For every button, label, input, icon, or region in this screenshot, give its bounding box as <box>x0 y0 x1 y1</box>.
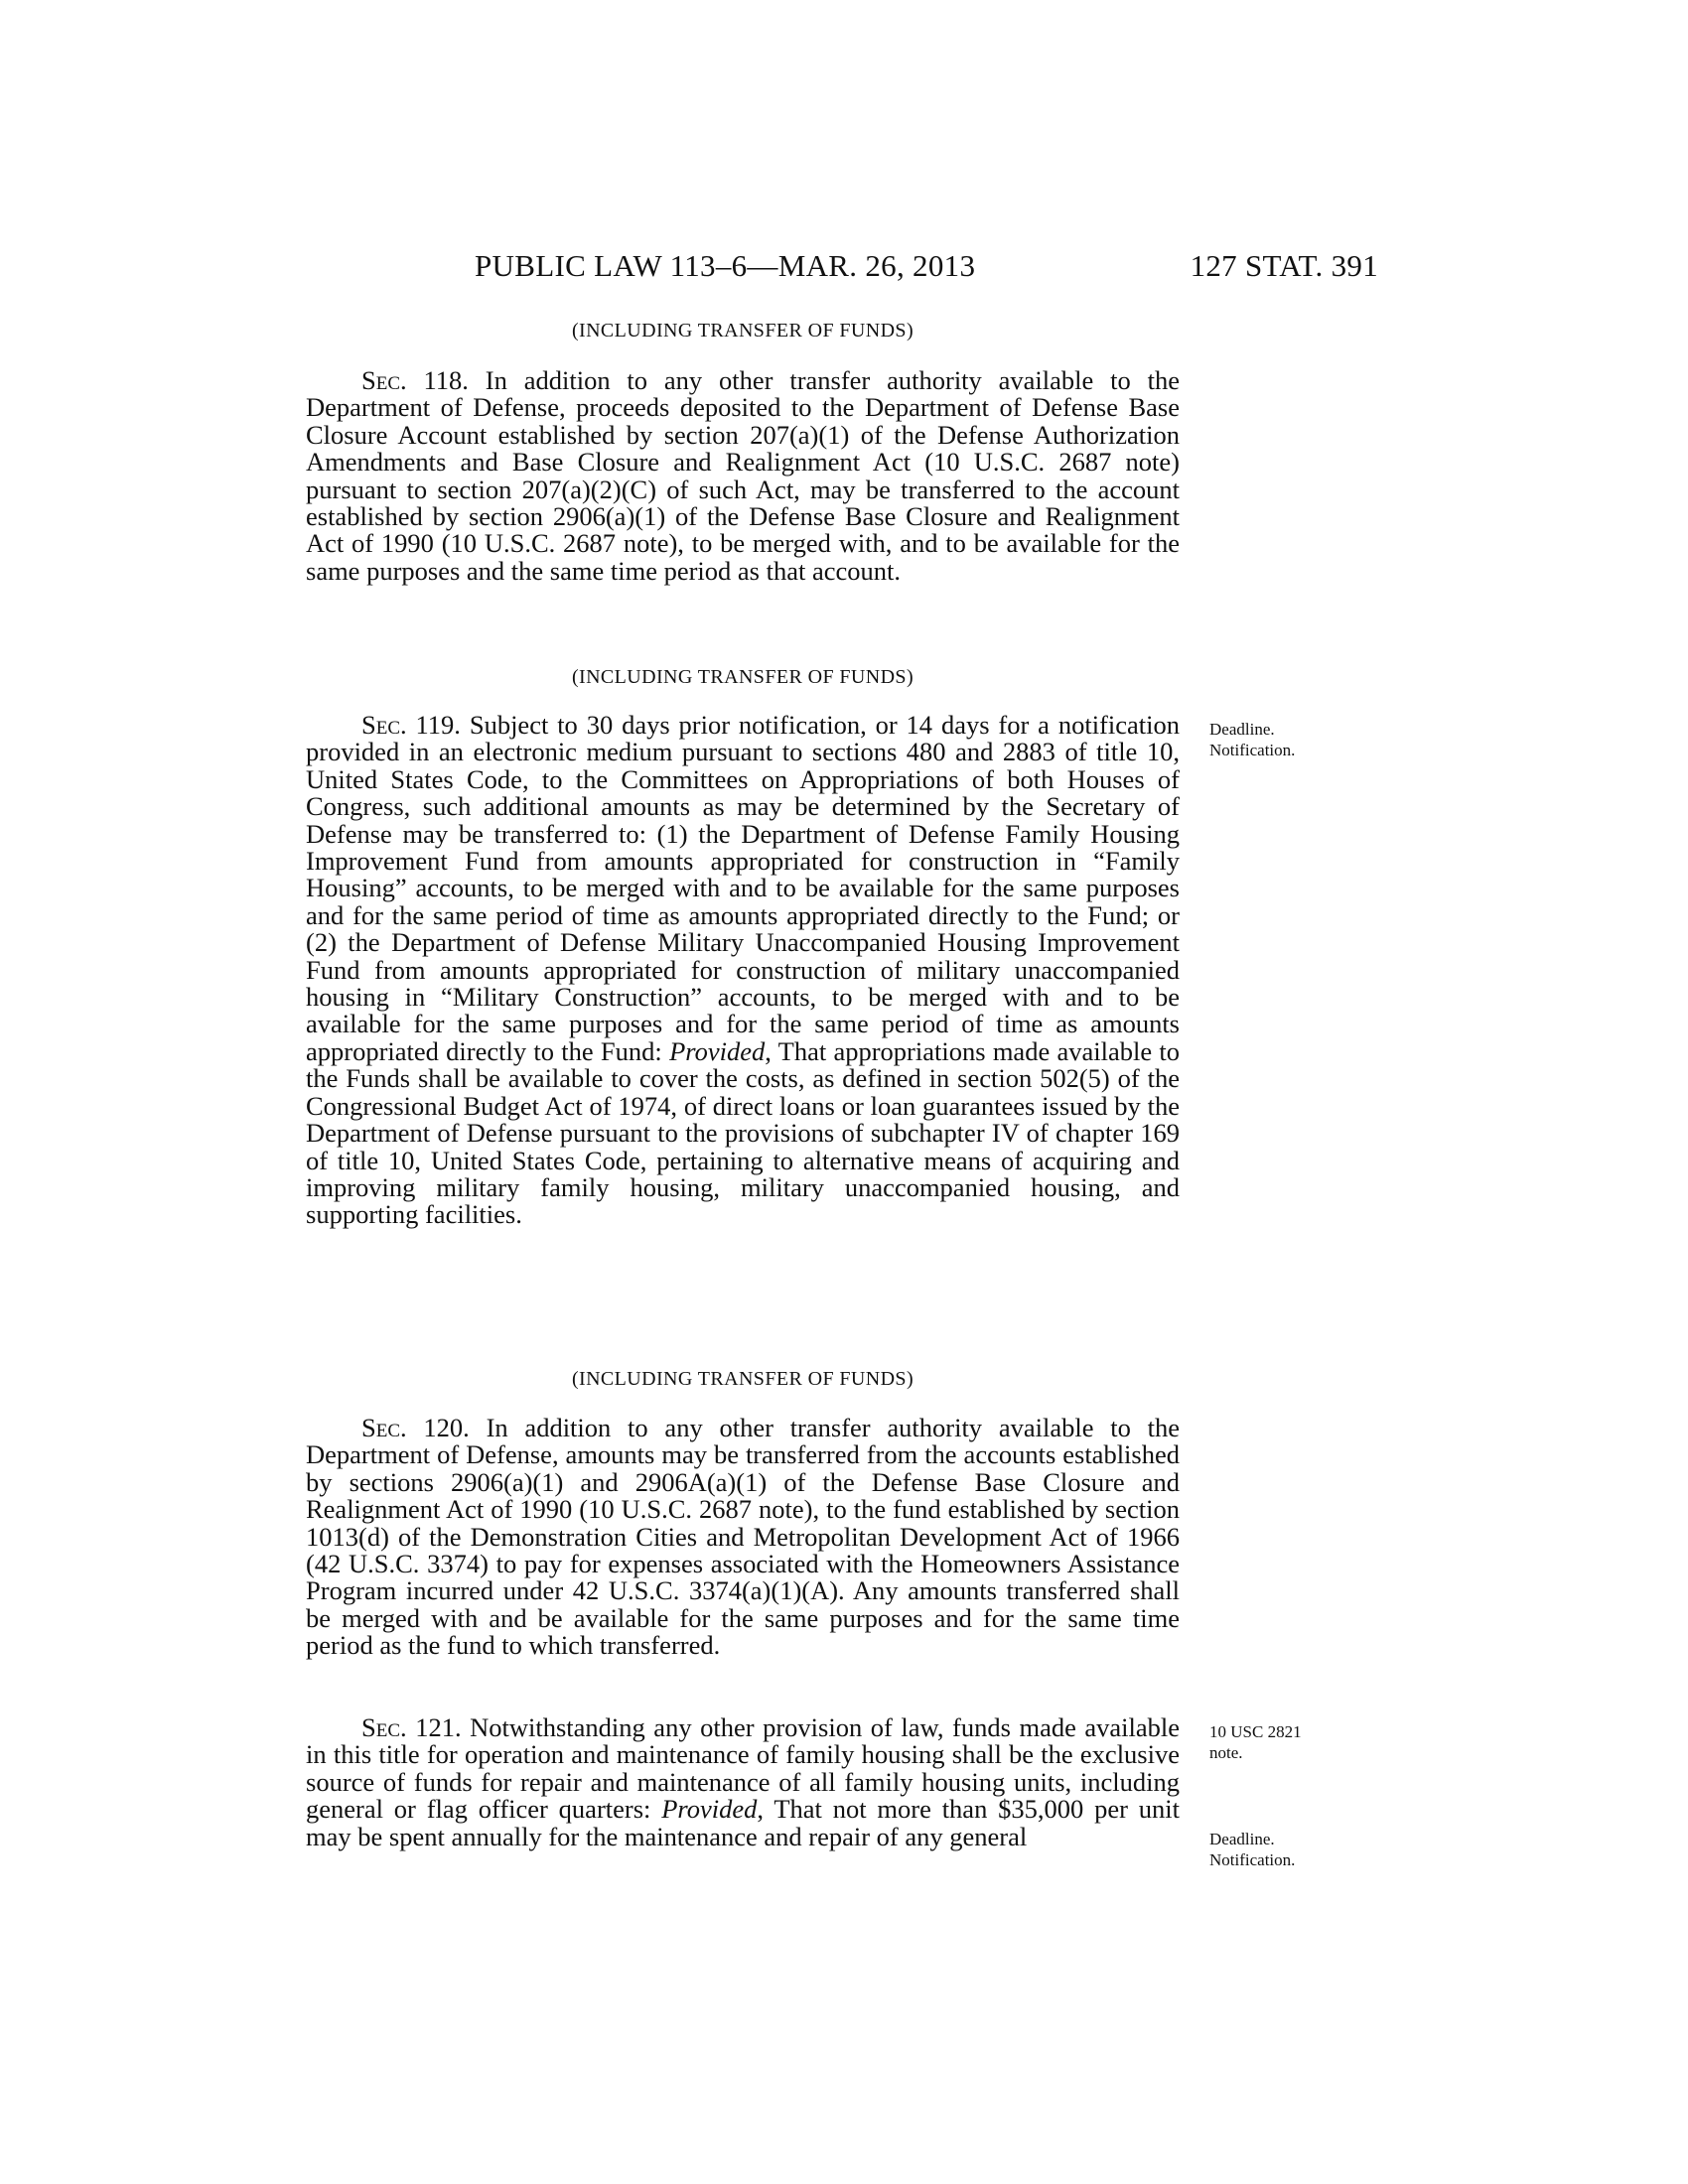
section-120-paragraph <box>306 1415 1180 1660</box>
section-118-paragraph <box>306 367 1180 585</box>
margin-note-line: Deadline. <box>1209 720 1275 739</box>
section-text: Notwithstanding any other provision of law, funds made available in this title for operation and maintenance of family housing shall be the exclusive source of funds for repair and maintenance of all family housing units, including general or flag officer quarters: <box>306 1712 1181 1825</box>
section-119-heading: (INCLUDING TRANSFER OF FUNDS) <box>571 666 914 688</box>
section-121-paragraph <box>306 1714 1180 1850</box>
section-number: 118. <box>406 365 486 395</box>
section-118-heading: (INCLUDING TRANSFER OF FUNDS) <box>571 320 914 341</box>
margin-note-usc <box>1209 1721 1348 1763</box>
section-119-paragraph <box>306 712 1180 1229</box>
provided-keyword: Provided <box>669 1035 766 1066</box>
section-label: Sec. <box>361 365 407 395</box>
section-number: 120. <box>406 1413 487 1442</box>
section-text: In addition to any other transfer authority available to the Department of Defense, proceeds deposited to the Department of Defense Base Closure Account established by section 207(a)(1) of the Defense Authorization Amendments and Base Closure and Realignment Act (10 U.S.C. 2687 note) pursuant to section 207(a)(2)(C) of such Act, may be transferred to the account established by section 2906(a)(1) of the Defense Base Closure and Realignment Act of 1990 (10 U.S.C. 2687 note), to be merged with, and to be available for the same purposes and the same time period as that account. <box>306 365 1180 586</box>
section-label: Sec. <box>361 1712 407 1742</box>
margin-note-deadline <box>1209 1829 1348 1870</box>
margin-note-line: note. <box>1209 1743 1243 1762</box>
margin-note-line: Notification. <box>1209 741 1296 759</box>
stat-page-number: 127 STAT. 391 <box>1190 248 1378 283</box>
section-number: 119. <box>406 710 470 740</box>
section-text: In addition to any other transfer authority available to the Department of Defense, amounts may be transferred from the accounts established by sections 2906(a)(1) and 2906A(a)(1) of the Defense Base Closure and Realignment Act of 1990 (10 U.S.C. 2687 note), to the fund established by section 1013(d) of the Demonstration Cities and Metropolitan Development Act of 1966 (42 U.S.C. 3374) to pay for expenses associated with the Homeowners Assistance Program incurred under 42 U.S.C. 3374(a)(1)(A). Any amounts transferred shall be merged with and be available for the same purposes and for the same time period as the fund to which transferred. <box>306 1413 1181 1661</box>
margin-note-line: Notification. <box>1209 1850 1296 1869</box>
law-title: PUBLIC LAW 113–6—MAR. 26, 2013 <box>475 248 976 283</box>
section-label: Sec. <box>361 710 407 740</box>
section-text: , That not more than $35,000 per unit may be spent annually for the maintenance and repair of any general <box>306 1794 1180 1851</box>
section-number: 121. <box>406 1712 471 1742</box>
provided-keyword: Provided <box>661 1794 758 1825</box>
margin-note-line: 10 USC 2821 <box>1209 1722 1302 1741</box>
section-text: Subject to 30 days prior notification, or 14 days for a notification provided in an electronic medium pursuant to sections 480 and 2883 of title 10, United States Code, to the Committees on Appropriations of both Houses of Congress, such additional amounts as may be determined by the Secretary of Defense may be transferred to: (1) the Department of Defense Family Housing Improvement Fund from amounts appropriated for construction in “Family Housing” accounts, to be merged with and to be available for the same purposes and for the same period of time as amounts appropriated directly to the Fund; or (2) the Department of Defense Military Unaccompanied Housing Improvement Fund from amounts appropriated for construction of military unaccompanied housing in “Military Construction” accounts, to be merged with and to be available for the same purposes and for the same period of time as amounts appropriated directly to the Fund: <box>306 710 1180 1066</box>
margin-note-line: Deadline. <box>1209 1830 1275 1848</box>
section-text: , That appropriations made available to the Funds shall be available to cover the costs, as defined in section 502(5) of the Congressional Budget Act of 1974, of direct loans or loan guarantees issued by the Department of Defense pursuant to the provisions of subchapter IV of chapter 169 of title 10, United States Code, pertaining to alternative means of acquiring and improving military family housing, military unaccompanied housing, and supporting facilities. <box>306 1035 1181 1230</box>
running-head <box>306 248 1378 288</box>
section-120-heading: (INCLUDING TRANSFER OF FUNDS) <box>571 1368 914 1390</box>
section-label: Sec. <box>361 1413 407 1442</box>
margin-note-deadline <box>1209 719 1348 760</box>
